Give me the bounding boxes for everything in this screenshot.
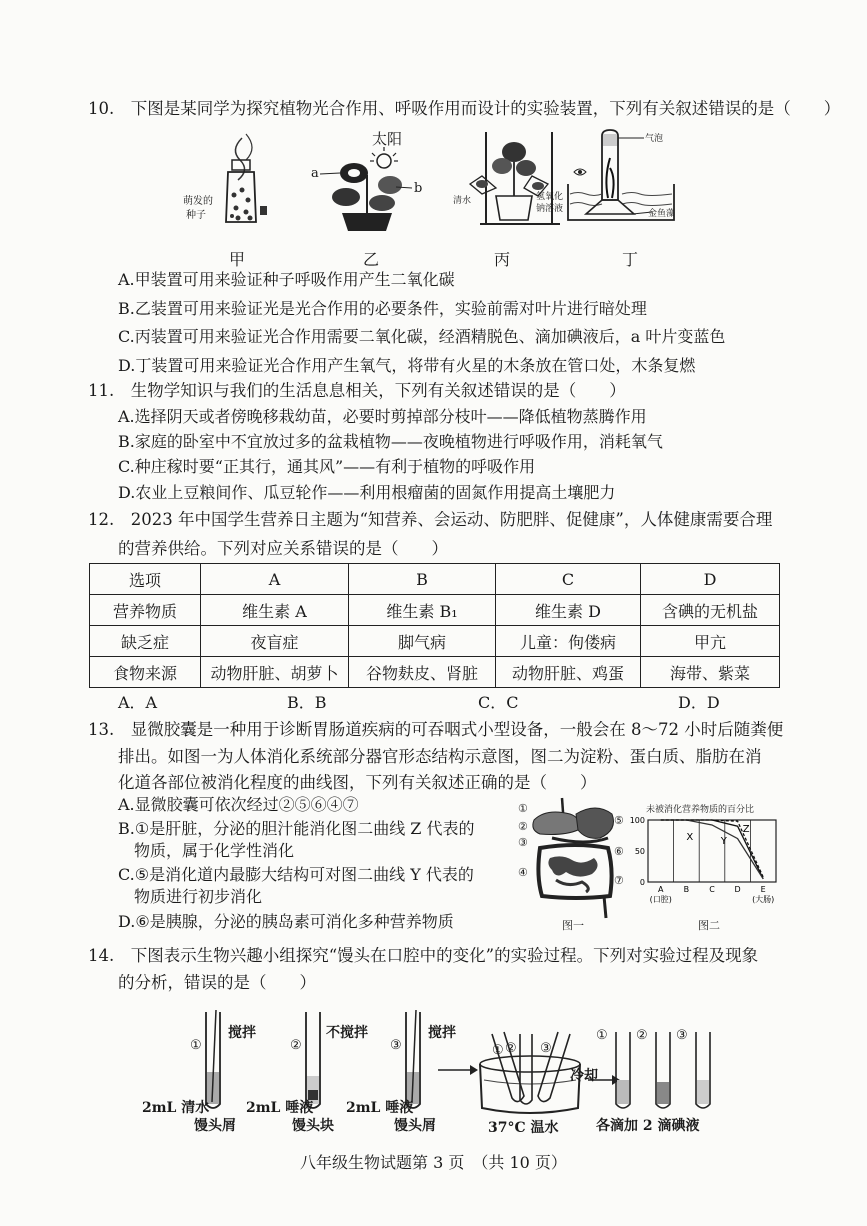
q13-stem-line2: 排出。如图一为人体消化系统部分器官形态结构示意图，图二为淀粉、蛋白质、脂肪在消	[118, 747, 762, 766]
q13-option-b: B.①是肝脏，分泌的胆汁能消化图二曲线 Z 代表的	[118, 819, 475, 838]
chart-frame	[648, 820, 776, 882]
organ-label-5: ⑤	[614, 814, 624, 827]
table-row	[90, 595, 780, 626]
table-cell: 食物来源	[90, 657, 201, 688]
tube-1-solid: 馒头屑	[194, 1118, 236, 1134]
tube-2-number: ②	[290, 1038, 302, 1053]
x-tick-label: C	[709, 885, 715, 894]
caption-jia: 甲	[229, 250, 246, 269]
q10-option-a: A.甲装置可用来验证种子呼吸作用产生二氧化碳	[118, 270, 455, 289]
q12-answer-b: B．B	[287, 693, 327, 712]
q12-answer-a: A．A	[118, 693, 158, 712]
table-cell: 夜盲症	[201, 626, 349, 657]
series-label: Y	[720, 836, 727, 847]
x-tick-label: B	[683, 885, 690, 894]
q12-answer-c: C．C	[478, 693, 519, 712]
series-label: Z	[742, 824, 750, 835]
organ-label-2: ②	[518, 820, 528, 833]
page-footer: 八年级生物试题第 3 页 （共 10 页）	[300, 1153, 567, 1172]
table-cell: 维生素 A	[201, 595, 349, 626]
organ-label-4: ④	[518, 866, 528, 879]
organ-label-3: ③	[518, 836, 528, 849]
stir-label-3: 搅拌	[428, 1025, 456, 1041]
fig2-caption: 图二	[698, 919, 720, 932]
q12-answer-d: D．D	[678, 693, 720, 712]
table-cell: 含碘的无机盐	[641, 595, 780, 626]
q13-stem-line3: 化道各部位被消化程度的曲线图，下列有关叙述正确的是（ ）	[118, 773, 597, 792]
q13-option-d: D.⑥是胰腺，分泌的胰岛素可消化多种营养物质	[118, 912, 454, 931]
seed-label-2: 种子	[186, 210, 206, 221]
q12-stem-line2: 的营养供给。下列对应关系错误的是（ ）	[118, 539, 448, 558]
table-row	[90, 626, 780, 657]
q13-option-a: A.显微胶囊可依次经过②⑤⑥④⑦	[118, 795, 359, 814]
q12-stem-line1: 12. 2023 年中国学生营养日主题为“知营养、会运动、防肥胖、促健康”，人体健康需要合理	[88, 510, 773, 529]
series-label: X	[686, 832, 694, 843]
table-cell: C	[496, 564, 641, 595]
table-cell: B	[349, 564, 496, 595]
sun-label: 太阳	[372, 130, 403, 148]
table-cell: D	[641, 564, 780, 595]
organ-label-6: ⑥	[614, 845, 624, 858]
table-cell: 营养物质	[90, 595, 201, 626]
x-tick-label: A	[658, 885, 664, 894]
q13-option-c-cont: 物质进行初步消化	[118, 887, 263, 906]
water-bath-label: 37°C 温水	[488, 1120, 559, 1136]
q13-option-c: C.⑤是消化道内最膨大结构可对图二曲线 Y 代表的	[118, 865, 474, 884]
tube-2-liquid: 2mL 唾液	[246, 1100, 314, 1116]
table-cell: 维生素 D	[496, 595, 641, 626]
no-stir-label: 不搅拌	[326, 1025, 368, 1041]
iodine-label: 各滴加 2 滴碘液	[596, 1118, 700, 1134]
q14-stem-line1: 14. 下图表示生物兴趣小组探究“馒头在口腔中的变化”的实验过程。下列对实验过程及现象	[88, 946, 759, 965]
table-cell: 选项	[90, 564, 201, 595]
x-tick-label: E	[760, 885, 766, 894]
tube-1-number: ①	[190, 1038, 202, 1053]
tube-1-liquid: 2mL 清水	[142, 1100, 210, 1116]
bath-tube-3-number: ③	[540, 1041, 552, 1056]
cooling-label: 冷却	[570, 1068, 598, 1084]
naoh-label-2: 钠溶液	[536, 204, 564, 214]
tube-3-solid: 馒头屑	[394, 1118, 436, 1134]
table-cell: 维生素 B₁	[349, 595, 496, 626]
caption-yi: 乙	[363, 250, 380, 269]
q11-option-a: A.选择阴天或者傍晚移栽幼苗，必要时剪掉部分枝叶——降低植物蒸腾作用	[118, 407, 647, 426]
q11-option-d: D.农业上豆粮间作、瓜豆轮作——利用根瘤菌的固氮作用提高土壤肥力	[118, 483, 616, 502]
tube-2-solid: 馒头块	[292, 1118, 334, 1134]
nutrition-table	[89, 563, 780, 688]
table-row	[90, 564, 780, 595]
final-tube-1-number: ①	[596, 1028, 608, 1043]
leaf-b-label: b	[414, 181, 423, 196]
x-tick-note: (口腔)	[649, 895, 672, 904]
table-cell: 脚气病	[349, 626, 496, 657]
q10-option-b: B.乙装置可用来验证光是光合作用的必要条件，实验前需对叶片进行暗处理	[118, 299, 647, 318]
tube-3-number: ③	[390, 1038, 402, 1053]
fig1-caption: 图一	[562, 919, 584, 932]
q11-option-c: C.种庄稼时要“正其行，通其风”——有利于植物的呼吸作用	[118, 457, 536, 476]
q14-stem-line2: 的分析，错误的是（ ）	[118, 973, 316, 992]
table-cell: A	[201, 564, 349, 595]
naoh-label-1: 氢氧化	[536, 192, 564, 202]
fish-weed-label: 金鱼藻	[648, 209, 676, 219]
y-tick-label: 0	[639, 878, 645, 887]
table-cell: 动物肝脏、鸡蛋	[496, 657, 641, 688]
q11-stem: 11. 生物学知识与我们的生活息息相关，下列有关叙述错误的是（ ）	[88, 381, 626, 400]
chart-title: 未被消化营养物质的百分比	[646, 805, 755, 815]
final-tube-2-number: ②	[636, 1028, 648, 1043]
x-tick-note: (大肠)	[752, 895, 775, 904]
leaf-a-label: a	[311, 166, 319, 181]
final-tube-3-number: ③	[676, 1028, 688, 1043]
potted-plant-figure	[312, 145, 422, 235]
table-cell: 儿童：佝偻病	[496, 626, 641, 657]
organ-label-7: ⑦	[614, 874, 624, 887]
bubble-label: 气泡	[645, 134, 664, 144]
table-row	[90, 657, 780, 688]
bath-tube-1-number: ①	[492, 1043, 504, 1058]
q13-option-b-cont: 物质，属于化学性消化	[118, 841, 295, 860]
caption-ding: 丁	[622, 250, 639, 269]
water-label: 清水	[453, 196, 472, 206]
q10-option-c: C.丙装置可用来验证光合作用需要二氧化碳，经酒精脱色、滴加碘液后，a 叶片变蓝色	[118, 327, 726, 346]
q11-option-b: B.家庭的卧室中不宜放过多的盆栽植物——夜晚植物进行呼吸作用，消耗氧气	[118, 432, 663, 451]
q13-stem-line1: 13. 显微胶囊是一种用于诊断胃肠道疾病的可吞咽式小型设备，一般会在 8～72 小时后随粪便	[88, 720, 784, 739]
x-tick-label: D	[734, 885, 741, 894]
caption-bing: 丙	[494, 250, 511, 269]
seed-label-1: 萌发的	[183, 196, 213, 207]
table-cell: 缺乏症	[90, 626, 201, 657]
table-cell: 海带、紫菜	[641, 657, 780, 688]
organ-label-1: ①	[518, 802, 528, 815]
table-cell: 动物肝脏、胡萝卜	[201, 657, 349, 688]
y-tick-label: 50	[634, 847, 645, 856]
table-cell: 谷物麸皮、肾脏	[349, 657, 496, 688]
stir-label-1: 搅拌	[228, 1025, 256, 1041]
bath-tube-2-number: ②	[505, 1041, 517, 1056]
q10-stem: 10. 下图是某同学为探究植物光合作用、呼吸作用而设计的实验装置，下列有关叙述错误的是（ ）	[88, 99, 841, 118]
q10-option-d: D.丁装置可用来验证光合作用产生氧气，将带有火星的木条放在管口处，木条复燃	[118, 356, 696, 375]
y-tick-label: 100	[629, 816, 645, 825]
table-cell: 甲亢	[641, 626, 780, 657]
tube-3-liquid: 2mL 唾液	[346, 1100, 414, 1116]
digestion-curve-chart	[628, 812, 788, 927]
